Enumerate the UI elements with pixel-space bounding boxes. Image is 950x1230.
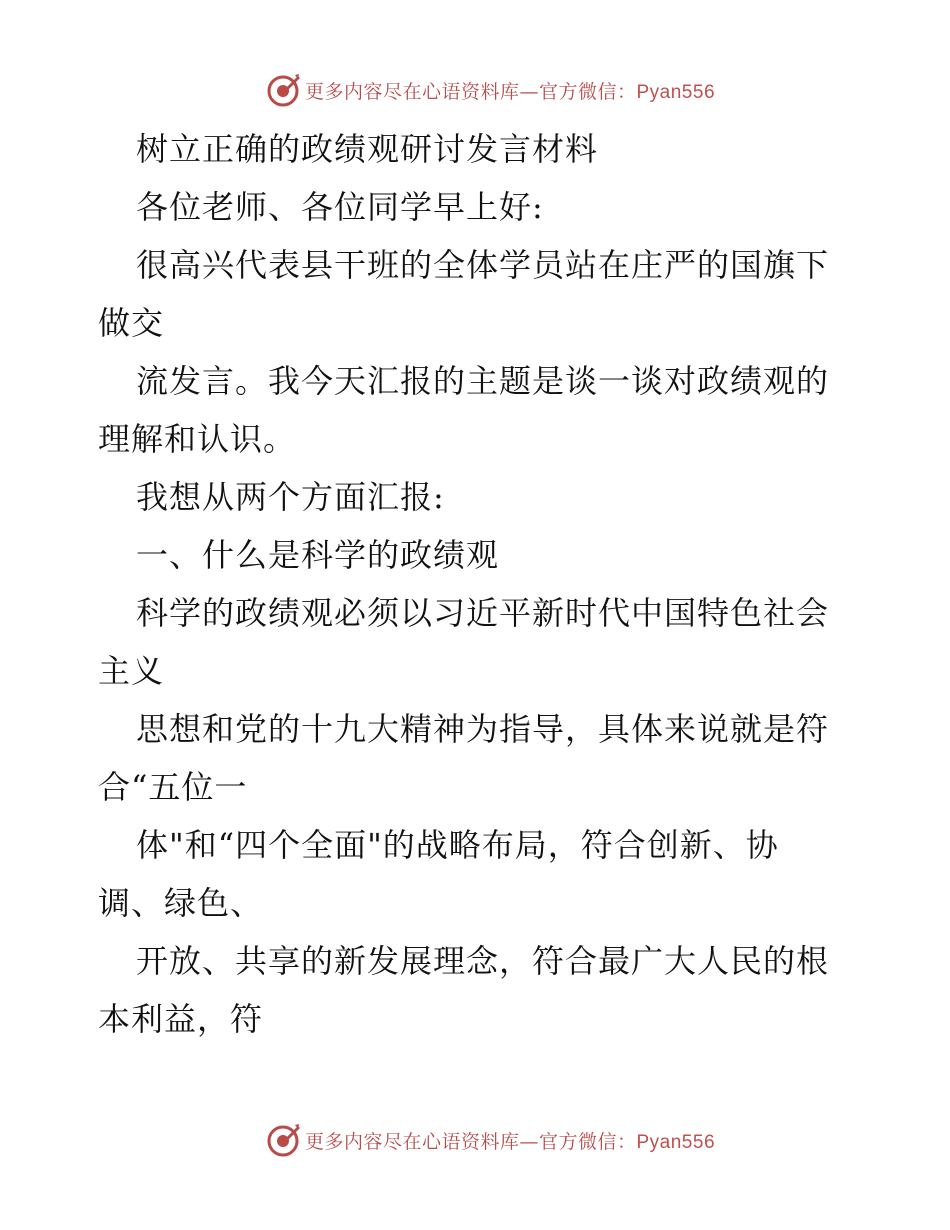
document-heading: 一、什么是科学的政绩观 [136, 536, 500, 574]
brand-logo-icon [265, 72, 301, 108]
document-line: 体"和“四个全面"的战略布局，符合创新、协 [136, 826, 779, 864]
footer-banner-content [265, 1122, 715, 1158]
document-line: 主义 [98, 652, 165, 690]
header-banner-text [305, 77, 715, 104]
footer-banner-text [305, 1127, 715, 1154]
footer-banner-contact-handle: Pyan556 [636, 1131, 716, 1153]
header-banner-content [265, 72, 715, 108]
document-line: 各位老师、各位同学早上好: [136, 188, 544, 226]
footer-banner-title: 更多内容尽在心语资料库 [304, 1130, 520, 1153]
document-body [98, 120, 858, 1048]
document-title: 树立正确的政绩观研讨发言材料 [136, 130, 599, 168]
document-line: 本利益，符 [98, 1000, 264, 1038]
document-line: 思想和党的十九大精神为指导，具体来说就是符 [136, 710, 830, 748]
header-banner-contact-handle: Pyan556 [636, 81, 716, 103]
header-banner [0, 70, 950, 110]
document-line: 理解和认识。 [98, 420, 297, 458]
footer-banner [0, 1120, 950, 1160]
document-line: 流发言。我今天汇报的主题是谈一谈对政绩观的 [136, 362, 830, 400]
brand-logo-icon [265, 1122, 301, 1158]
document-line: 科学的政绩观必须以习近平新时代中国特色社会 [136, 594, 830, 632]
footer-banner-separator: — [519, 1130, 539, 1153]
document-line: 很高兴代表县干班的全体学员站在庄严的国旗下 [136, 246, 830, 284]
document-line: 我想从两个方面汇报: [136, 478, 445, 516]
document-line: 调、绿色、 [98, 884, 264, 922]
header-banner-title: 更多内容尽在心语资料库 [304, 80, 520, 103]
document-line: 合“五位一 [98, 768, 248, 806]
header-banner-separator: — [519, 80, 539, 103]
document-line: 开放、共享的新发展理念，符合最广大人民的根 [136, 942, 830, 980]
header-banner-contact-label: 官方微信： [538, 80, 637, 103]
document-line: 做交 [98, 304, 165, 342]
footer-banner-contact-label: 官方微信： [538, 1130, 637, 1153]
